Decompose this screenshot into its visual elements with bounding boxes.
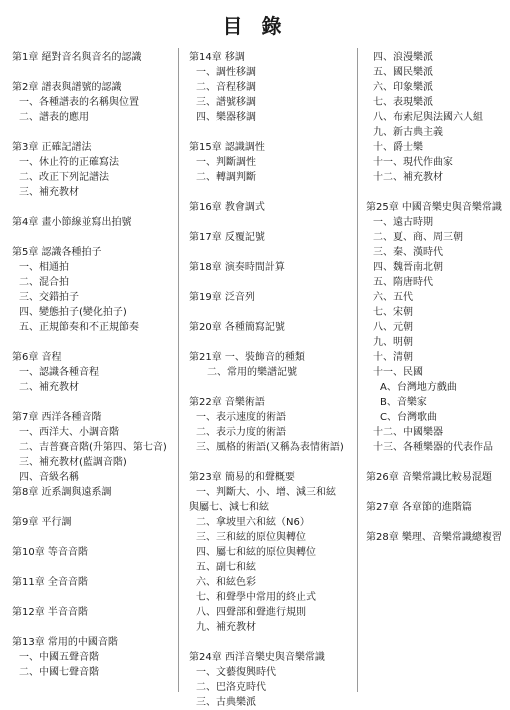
- toc-section-entry: 十、清朝: [373, 352, 413, 363]
- toc-section-entry: 八、元朝: [373, 322, 413, 333]
- toc-section-entry: 一、判斷大、小、增、減三和絃: [196, 487, 336, 498]
- toc-section-entry: 三、交錯拍子: [19, 292, 79, 303]
- spacer: [189, 635, 354, 650]
- spacer: [189, 125, 354, 140]
- toc-section-entry: 四、樂器移調: [196, 112, 256, 123]
- toc-chapter-entry: 第10章 等音音階: [12, 547, 88, 558]
- toc-section-entry: A、台灣地方戲曲: [380, 382, 457, 393]
- toc-section-entry: 三、古典樂派: [196, 697, 256, 708]
- toc-chapter-entry: 第1章 絕對音名與音名的認識: [12, 52, 142, 63]
- spacer: [189, 275, 354, 290]
- toc-section-entry: 一、相通拍: [19, 262, 69, 273]
- toc-section-entry: 五、正規節奏和不正規節奏: [19, 322, 139, 333]
- toc-chapter-entry: 與屬七、減七和絃: [189, 502, 269, 513]
- toc-section-entry: 一、文藝復興時代: [196, 667, 276, 678]
- spacer: [12, 530, 172, 545]
- toc-chapter-entry: 第20章 各種簡寫記號: [189, 322, 285, 333]
- spacer: [189, 245, 354, 260]
- spacer: [12, 125, 172, 140]
- toc-section-entry: 二、補充教材: [19, 382, 79, 393]
- spacer: [189, 380, 354, 395]
- toc-column-1: [12, 50, 172, 680]
- spacer: [366, 185, 506, 200]
- toc-column-2: [189, 50, 354, 710]
- toc-chapter-entry: 第25章 中國音樂史與音樂常識: [366, 202, 502, 213]
- toc-section-entry: 一、調性移調: [196, 67, 256, 78]
- spacer: [12, 560, 172, 575]
- spacer: [189, 305, 354, 320]
- toc-section-entry: 八、四聲部和聲進行規則: [196, 607, 306, 618]
- toc-section-entry: 五、國民樂派: [373, 67, 433, 78]
- toc-section-entry: C、台灣歌曲: [380, 412, 437, 423]
- toc-section-entry: 一、判斷調性: [196, 157, 256, 168]
- toc-section-entry: 九、新古典主義: [373, 127, 443, 138]
- toc-section-entry: 一、遠古時期: [373, 217, 433, 228]
- toc-chapter-entry: 第6章 音程: [12, 352, 62, 363]
- toc-section-entry: 一、休止符的正確寫法: [19, 157, 119, 168]
- toc-chapter-entry: 第24章 西洋音樂史與音樂常識: [189, 652, 325, 663]
- toc-section-entry: 一、表示速度的術語: [196, 412, 286, 423]
- toc-chapter-entry: 第18章 演奏時間計算: [189, 262, 285, 273]
- toc-section-entry: 二、譜表的應用: [19, 112, 89, 123]
- spacer: [12, 620, 172, 635]
- toc-column-3: [366, 50, 506, 545]
- toc-chapter-entry: 第7章 西洋各種音階: [12, 412, 102, 423]
- toc-chapter-entry: 第14章 移調: [189, 52, 245, 63]
- toc-chapter-entry: 第3章 正確記譜法: [12, 142, 92, 153]
- toc-section-entry: 三、補充教材: [19, 187, 79, 198]
- toc-chapter-entry: 第15章 認識調性: [189, 142, 265, 153]
- toc-chapter-entry: 第13章 常用的中國音階: [12, 637, 118, 648]
- toc-section-entry: 四、變態拍子(變化拍子): [19, 307, 127, 318]
- toc-section-entry: 一、西洋大、小調音階: [19, 427, 119, 438]
- toc-section-entry: 十一、民國: [373, 367, 423, 378]
- toc-section-entry: 六、和絃色彩: [196, 577, 256, 588]
- toc-chapter-entry: 第23章 簡易的和聲概要: [189, 472, 295, 483]
- toc-chapter-entry: 第26章 音樂常識比較易混題: [366, 472, 492, 483]
- toc-section-entry: 二、混合拍: [19, 277, 69, 288]
- toc-section-entry: 一、中國五聲音階: [19, 652, 99, 663]
- toc-section-entry: 二、吉普賽音階(升第四、第七音): [19, 442, 167, 453]
- toc-section-entry: 二、轉調判斷: [196, 172, 256, 183]
- spacer: [189, 335, 354, 350]
- toc-section-entry: 八、布索尼與法國六人組: [373, 112, 483, 123]
- toc-section-entry: 三、補充教材(藍調音階): [19, 457, 127, 468]
- toc-section-entry: 七、表現樂派: [373, 97, 433, 108]
- spacer: [366, 455, 506, 470]
- toc-section-entry: 一、認識各種音程: [19, 367, 99, 378]
- toc-section-entry: 十二、中國樂器: [373, 427, 443, 438]
- spacer: [189, 455, 354, 470]
- toc-chapter-entry: 第27章 各章節的進階篇: [366, 502, 472, 513]
- spacer: [12, 65, 172, 80]
- column-divider: [357, 48, 358, 692]
- toc-section-entry: 七、宋朝: [373, 307, 413, 318]
- spacer: [12, 500, 172, 515]
- toc-section-entry: 五、副七和絃: [196, 562, 256, 573]
- toc-section-entry: 六、印象樂派: [373, 82, 433, 93]
- toc-chapter-entry: 第22章 音樂術語: [189, 397, 265, 408]
- toc-section-entry: 十三、各種樂器的代表作品: [373, 442, 493, 453]
- spacer: [12, 230, 172, 245]
- toc-section-entry: 三、三和絃的原位與轉位: [196, 532, 306, 543]
- toc-section-entry: 七、和聲學中常用的終止式: [196, 592, 316, 603]
- toc-section-entry: 二、音程移調: [196, 82, 256, 93]
- toc-chapter-entry: 第16章 教會調式: [189, 202, 265, 213]
- toc-section-entry: 三、風格的術語(又稱為表情術語): [196, 442, 344, 453]
- toc-section-entry: 二、表示力度的術語: [196, 427, 286, 438]
- spacer: [366, 515, 506, 530]
- toc-chapter-entry: 第5章 認識各種拍子: [12, 247, 102, 258]
- toc-chapter-entry: 第8章 近系調與遠系調: [12, 487, 112, 498]
- toc-section-entry: 三、秦、漢時代: [373, 247, 443, 258]
- toc-section-entry: 十、爵士樂: [373, 142, 423, 153]
- spacer: [12, 395, 172, 410]
- toc-section-entry: 四、音級名稱: [19, 472, 79, 483]
- spacer: [12, 335, 172, 350]
- toc-section-entry: 二、拿坡里六和絃（N6）: [196, 517, 310, 528]
- toc-section-entry: 九、明朝: [373, 337, 413, 348]
- toc-section-entry: 四、屬七和絃的原位與轉位: [196, 547, 316, 558]
- toc-chapter-entry: 第2章 譜表與譜號的認識: [12, 82, 122, 93]
- toc-chapter-entry: 第9章 平行調: [12, 517, 72, 528]
- toc-section-entry: 二、中國七聲音階: [19, 667, 99, 678]
- toc-section-entry: 四、魏晉南北朝: [373, 262, 443, 273]
- toc-section-entry: 一、各種譜表的名稱與位置: [19, 97, 139, 108]
- toc-section-entry: B、音樂家: [380, 397, 427, 408]
- toc-section-entry: 二、改正下列記譜法: [19, 172, 109, 183]
- toc-chapter-entry: 第28章 樂理、音樂常識總複習: [366, 532, 502, 543]
- spacer: [12, 590, 172, 605]
- toc-section-entry: 二、夏、商、周三朝: [373, 232, 463, 243]
- toc-section-entry: 十二、補充教材: [373, 172, 443, 183]
- page-title: 目 錄: [222, 14, 288, 38]
- spacer: [189, 215, 354, 230]
- toc-section-entry: 三、譜號移調: [196, 97, 256, 108]
- toc-chapter-entry: 第21章 一、裝飾音的種類: [189, 352, 305, 363]
- spacer: [189, 185, 354, 200]
- toc-chapter-entry: 第17章 反覆記號: [189, 232, 265, 243]
- spacer: [366, 485, 506, 500]
- column-divider: [178, 48, 179, 692]
- toc-section-entry: 六、五代: [373, 292, 413, 303]
- toc-section-entry: 二、常用的樂譜記號: [207, 367, 297, 378]
- spacer: [12, 200, 172, 215]
- toc-chapter-entry: 第12章 半音音階: [12, 607, 88, 618]
- toc-section-entry: 五、隋唐時代: [373, 277, 433, 288]
- toc-section-entry: 二、巴洛克時代: [196, 682, 266, 693]
- toc-chapter-entry: 第19章 泛音列: [189, 292, 255, 303]
- toc-section-entry: 四、浪漫樂派: [373, 52, 433, 63]
- toc-section-entry: 九、補充教材: [196, 622, 256, 633]
- toc-chapter-entry: 第4章 畫小節線並寫出拍號: [12, 217, 132, 228]
- toc-section-entry: 十一、現代作曲家: [373, 157, 453, 168]
- toc-chapter-entry: 第11章 全音音階: [12, 577, 88, 588]
